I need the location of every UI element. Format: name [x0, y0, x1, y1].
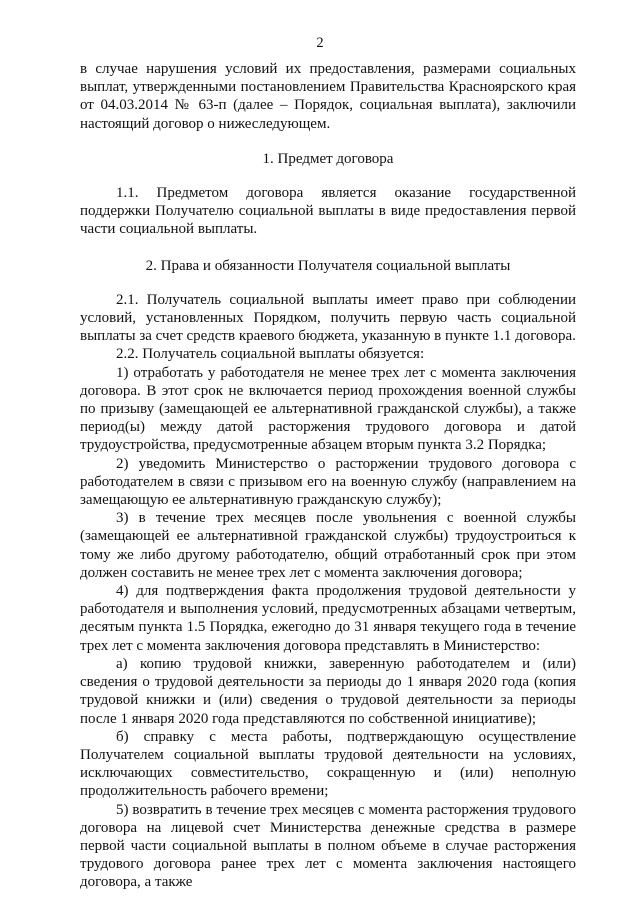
obligation-item-4a: а) копию трудовой книжки, заверенную работодателем и (или) сведения о трудовой деятельности за периоды до 1 января 2020 года (копия трудовой книжки и (или) сведения о трудовой деятельности за периоды после 1 января 2020 года представляются по собственной инициативе);	[80, 655, 576, 727]
document-body	[80, 60, 576, 892]
section-2-heading: 2. Права и обязанности Получателя социальной выплаты	[145, 257, 511, 274]
obligation-item-3: 3) в течение трех месяцев после увольнения с военной службы (замещающей ее альтернативной гражданской службы) трудоустроиться к тому же либо другому работодателю, общий отработанный срок при этом должен составить не менее трех лет с момента заключения договора;	[80, 510, 576, 581]
obligation-item-2: 2) уведомить Министерство о расторжении трудового договора с работодателем в связи с призывом его на военную службу (направлением на замещающую ее альтернативную гражданскую службу);	[80, 455, 576, 509]
paragraph-2-2: 2.2. Получатель социальной выплаты обязуется:	[116, 346, 425, 363]
paragraph-2-1: 2.1. Получатель социальной выплаты имеет право при соблюдении условий, установленных Порядком, получить первую часть социальной выплаты за счет средств краевого бюджета, указанную в пункте 1.1 договора.	[80, 291, 576, 345]
obligation-item-5: 5) возвратить в течение трех месяцев с момента расторжения трудового договора на лицевой счет Министерства денежные средства в размере первой части социальной выплаты в полном объеме в случае расторжения трудового договора ранее трех лет с момента заключения настоящего договора, а также	[80, 801, 576, 891]
section-1-heading: 1. Предмет договора	[262, 150, 394, 167]
page-number: 2	[316, 35, 324, 51]
paragraph-1-1: 1.1. Предметом договора является оказание государственной поддержки Получателю социальной выплаты в виде предоставления первой части социальной выплаты.	[80, 185, 576, 238]
intro-paragraph: в случае нарушения условий их предоставления, размерами социальных выплат, утвержденными постановлением Правительства Красноярского края от 04.03.2014 № 63-п (далее – Порядок, социальная выплата), заключили настоящий договор о нижеследующем.	[80, 61, 576, 132]
obligation-item-4: 4) для подтверждения факта продолжения трудовой деятельности у работодателя и выполнения условий, предусмотренных абзацами четвертым, десятым пункта 1.5 Порядка, ежегодно до 31 января текущего года в течение трех лет с момента заключения договора представлять в Министерство:	[80, 583, 576, 654]
obligation-item-1: 1) отработать у работодателя не менее трех лет с момента заключения договора. В этот срок не включается период прохождения военной службы по призыву (замещающей ее альтернативной гражданской службы), а также период(ы) между датой расторжения трудового договора и датой трудоустройства, предусмотренные абзацем вторым пункта 3.2 Порядка;	[80, 364, 576, 454]
obligation-item-4b: б) справку с места работы, подтверждающую осуществление Получателем социальной выплаты трудовой деятельности на условиях, исключающих совместительство, сокращенную и (или) неполную продолжительность рабочего времени;	[80, 728, 576, 800]
